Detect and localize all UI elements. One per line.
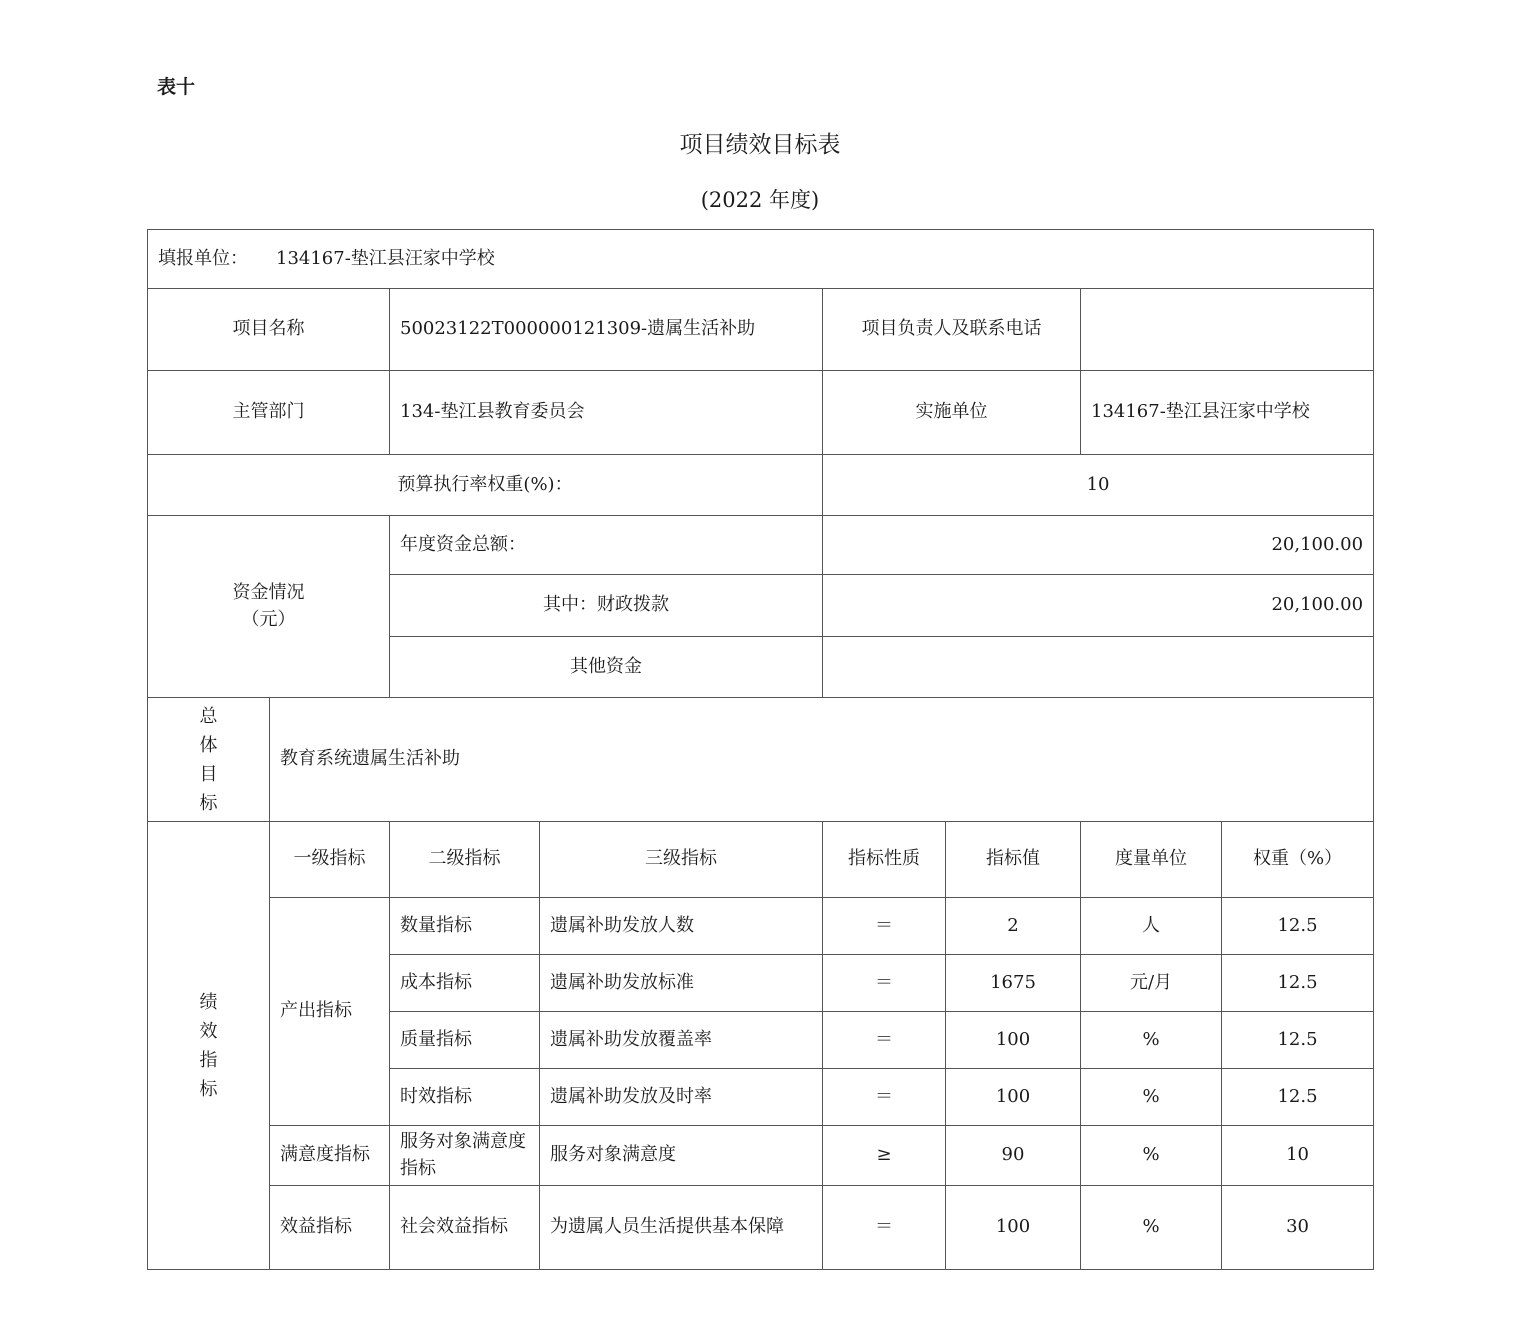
overall-goal-value: 教育系统遗属生活补助 [270, 698, 1374, 822]
performance-indicator-label-char: 绩 [199, 991, 218, 1013]
level2-cell: 服务对象满意度指标 [390, 1126, 540, 1186]
level3-cell: 遗属补助发放及时率 [540, 1069, 823, 1126]
unit-cell: % [1081, 1186, 1222, 1270]
level3-cell: 服务对象满意度 [540, 1126, 823, 1186]
overall-goal-row [148, 698, 1374, 822]
value-cell: 90 [946, 1126, 1081, 1186]
document-label: 表十 [157, 76, 196, 98]
level2-cell: 社会效益指标 [390, 1186, 540, 1270]
overall-goal-label [148, 698, 270, 822]
unit-cell: 元/月 [1081, 955, 1222, 1012]
department-value: 134-垫江县教育委员会 [390, 371, 823, 455]
table-row [148, 898, 1374, 955]
funds-other-label: 其他资金 [390, 637, 823, 698]
level3-cell: 遗属补助发放覆盖率 [540, 1012, 823, 1069]
level2-cell: 时效指标 [390, 1069, 540, 1126]
output-indicator-group: 产出指标 [270, 898, 390, 1126]
funds-total-label: 年度资金总额： [390, 516, 823, 575]
weight-cell: 10 [1222, 1126, 1374, 1186]
overall-goal-label-char: 目 [199, 763, 218, 785]
nature-cell: ＝ [823, 1012, 946, 1069]
header-value: 指标值 [946, 822, 1081, 898]
nature-cell: ＝ [823, 1069, 946, 1126]
value-cell: 100 [946, 1186, 1081, 1270]
project-name-value: 50023122T000000121309-遗属生活补助 [390, 289, 823, 371]
level3-cell: 遗属补助发放标准 [540, 955, 823, 1012]
funds-label [148, 516, 390, 698]
fill-unit-value: 134167-垫江县汪家中学校 [276, 247, 495, 269]
header-weight: 权重（%） [1222, 822, 1374, 898]
funds-fiscal-value: 20,100.00 [823, 575, 1374, 637]
header-unit: 度量单位 [1081, 822, 1222, 898]
satisfaction-indicator-group: 满意度指标 [270, 1126, 390, 1186]
level2-cell: 成本指标 [390, 955, 540, 1012]
weight-cell: 12.5 [1222, 1012, 1374, 1069]
weight-cell: 30 [1222, 1186, 1374, 1270]
project-name-label: 项目名称 [148, 289, 390, 371]
header-level2: 二级指标 [390, 822, 540, 898]
unit-cell: % [1081, 1069, 1222, 1126]
page-title: 项目绩效目标表 [679, 132, 841, 158]
level3-cell: 为遗属人员生活提供基本保障 [540, 1186, 823, 1270]
overall-goal-label-char: 总 [199, 705, 218, 727]
performance-indicator-label-char: 指 [199, 1049, 218, 1071]
value-cell: 1675 [946, 955, 1081, 1012]
table-row [148, 1126, 1374, 1186]
nature-cell: ＝ [823, 1186, 946, 1270]
value-cell: 2 [946, 898, 1081, 955]
funds-label-line2: （元） [241, 608, 296, 630]
weight-cell: 12.5 [1222, 955, 1374, 1012]
nature-cell: ≥ [823, 1126, 946, 1186]
performance-target-table [147, 229, 1374, 1270]
value-cell: 100 [946, 1069, 1081, 1126]
department-label: 主管部门 [148, 371, 390, 455]
value-cell: 100 [946, 1012, 1081, 1069]
implementing-unit-value: 134167-垫江县汪家中学校 [1081, 371, 1374, 455]
performance-indicator-label-char: 标 [199, 1078, 218, 1100]
project-row [148, 289, 1374, 371]
level3-cell: 遗属补助发放人数 [540, 898, 823, 955]
budget-rate-row [148, 455, 1374, 516]
level2-cell: 质量指标 [390, 1012, 540, 1069]
indicator-header-row [148, 822, 1374, 898]
level2-cell: 数量指标 [390, 898, 540, 955]
overall-goal-label-char: 体 [199, 734, 218, 756]
overall-goal-label-char: 标 [199, 792, 218, 814]
department-row [148, 371, 1374, 455]
performance-indicator-label [148, 822, 270, 1270]
funds-label-line1: 资金情况 [232, 582, 305, 604]
project-contact-value [1081, 289, 1374, 371]
performance-indicator-label-char: 效 [199, 1020, 218, 1042]
weight-cell: 12.5 [1222, 1069, 1374, 1126]
funds-fiscal-label: 其中：财政拨款 [390, 575, 823, 637]
nature-cell: ＝ [823, 898, 946, 955]
budget-rate-label: 预算执行率权重(%)： [148, 455, 823, 516]
nature-cell: ＝ [823, 955, 946, 1012]
project-contact-label: 项目负责人及联系电话 [823, 289, 1081, 371]
unit-cell: % [1081, 1012, 1222, 1069]
budget-rate-value: 10 [823, 455, 1374, 516]
benefit-indicator-group: 效益指标 [270, 1186, 390, 1270]
funds-total-row [148, 516, 1374, 575]
weight-cell: 12.5 [1222, 898, 1374, 955]
header-level3: 三级指标 [540, 822, 823, 898]
header-nature: 指标性质 [823, 822, 946, 898]
unit-cell: % [1081, 1126, 1222, 1186]
table-row [148, 1186, 1374, 1270]
fill-unit-row [148, 230, 1374, 289]
fill-unit-label: 填报单位： [158, 247, 248, 269]
implementing-unit-label: 实施单位 [823, 371, 1081, 455]
page-subtitle-year: (2022 年度) [700, 188, 820, 212]
funds-total-value: 20,100.00 [823, 516, 1374, 575]
header-level1: 一级指标 [270, 822, 390, 898]
funds-other-value [823, 637, 1374, 698]
fill-unit-cell [148, 230, 1374, 289]
unit-cell: 人 [1081, 898, 1222, 955]
